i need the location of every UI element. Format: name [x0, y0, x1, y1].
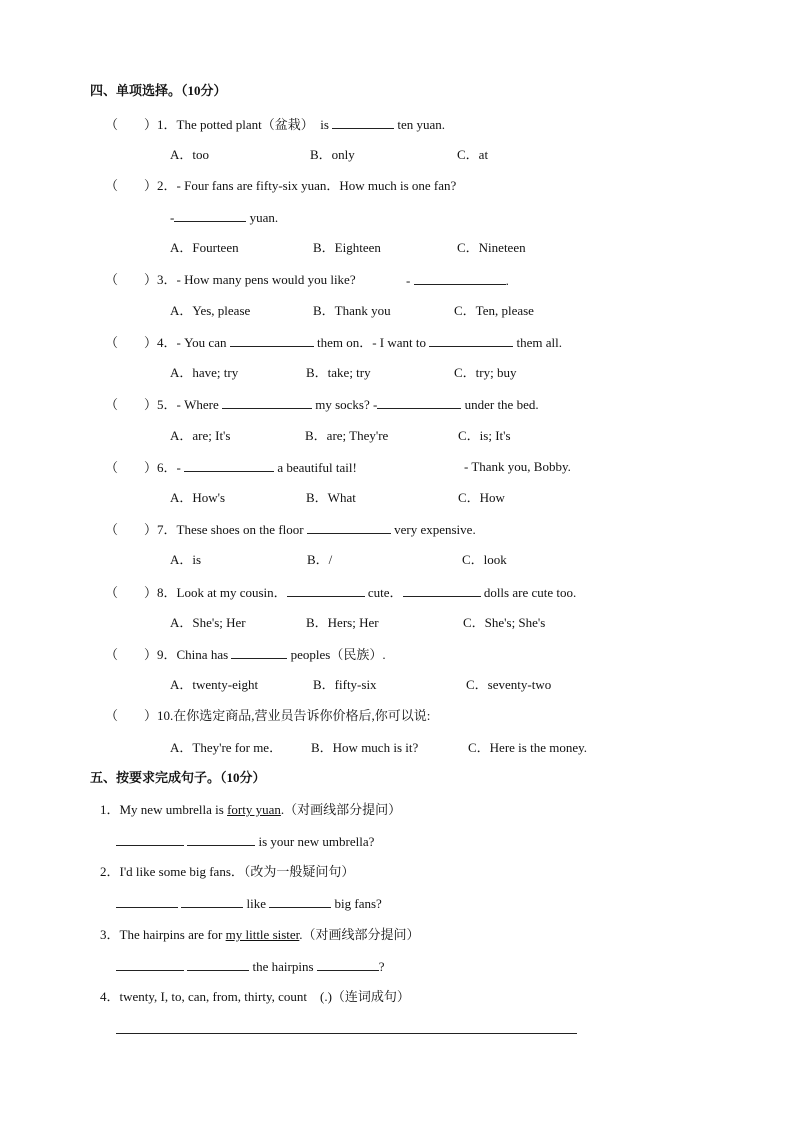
fill-blank[interactable] — [231, 646, 287, 659]
answer-mid: the hairpins — [249, 959, 317, 974]
question-10 — [105, 708, 430, 724]
option-c[interactable]: C．at — [457, 147, 489, 162]
answer-paren[interactable]: （ ） — [105, 117, 158, 132]
answer-mid: like — [243, 896, 270, 911]
answer-suffix: is your new umbrella? — [255, 834, 375, 849]
option-a[interactable]: A．are; It's — [170, 428, 231, 443]
answer-paren[interactable]: （ ） — [105, 272, 158, 287]
dash: - — [170, 210, 175, 225]
option-c[interactable]: C．She's; She's — [463, 615, 546, 630]
question-stem-end: ten yuan. — [394, 117, 446, 132]
section-5-title: 五、按要求完成句子。（10分） — [90, 770, 266, 785]
fill-blank[interactable] — [116, 833, 184, 846]
question-2 — [105, 178, 456, 194]
question-3 — [105, 272, 356, 288]
fill-blank[interactable] — [287, 584, 365, 597]
question-stem-end: very expensive. — [390, 522, 476, 537]
fill-blank[interactable] — [403, 584, 481, 597]
option-c[interactable]: C．try; buy — [454, 365, 517, 380]
underlined-phrase: my little sister — [225, 927, 300, 942]
option-c[interactable]: C．Here is the money. — [468, 740, 588, 755]
question-stem: 3．- How many pens would you like? — [157, 272, 356, 287]
question-2-answer-line — [170, 209, 278, 226]
fill-blank[interactable] — [187, 833, 255, 846]
option-a[interactable]: A．She's; Her — [170, 615, 246, 630]
question-7 — [105, 521, 476, 538]
question-stem: 10.在你选定商品,营业员告诉你价格后,你可以说: — [157, 708, 431, 723]
rewrite-item-1 — [100, 802, 401, 818]
question-stem-end: dolls are cute too. — [480, 585, 577, 600]
option-b[interactable]: B．What — [306, 490, 356, 505]
option-b[interactable]: B．take; try — [306, 365, 371, 380]
fill-blank[interactable] — [230, 334, 314, 347]
option-b[interactable]: B．Eighteen — [313, 240, 381, 255]
fill-blank[interactable] — [181, 895, 243, 908]
rewrite-item-4: 4．twenty, I, to, can, from, thirty, count (.)（连词成句） — [100, 989, 410, 1004]
section-4-title: 四、单项选择。（10分） — [90, 83, 227, 98]
question-stem: 6．- — [157, 460, 185, 475]
fill-blank[interactable] — [116, 958, 184, 971]
question-stem: 8．Look at my cousin． — [157, 585, 287, 600]
rewrite-item-1-answer — [116, 833, 374, 850]
answer-line[interactable] — [116, 1033, 577, 1034]
answer-paren[interactable]: （ ） — [105, 708, 158, 723]
option-c[interactable]: C．How — [458, 490, 505, 505]
option-b[interactable]: B．/ — [307, 552, 333, 567]
item-prefix: 3．The hairpins are for — [100, 927, 226, 942]
fill-blank[interactable] — [317, 958, 379, 971]
fill-blank[interactable] — [429, 334, 513, 347]
option-b[interactable]: B．only — [310, 147, 355, 162]
option-c[interactable]: C．seventy-two — [466, 677, 552, 692]
question-stem-end: them all. — [513, 335, 563, 350]
option-b[interactable]: B．How much is it? — [311, 740, 419, 755]
question-stem: 1．The potted plant（盆栽） is — [157, 117, 333, 132]
option-b[interactable]: B．are; They're — [305, 428, 389, 443]
fill-blank[interactable] — [116, 895, 178, 908]
period: . — [505, 273, 509, 288]
rewrite-item-3 — [100, 927, 420, 943]
fill-blank[interactable] — [307, 521, 391, 534]
option-c[interactable]: C．look — [462, 552, 507, 567]
answer-suffix: ? — [378, 959, 385, 974]
rewrite-item-3-answer — [116, 958, 385, 975]
option-a[interactable]: A．How's — [170, 490, 226, 505]
rewrite-item-2: 2．I'd like some big fans．（改为一般疑问句） — [100, 864, 355, 879]
fill-blank[interactable] — [414, 272, 506, 285]
question-stem: 7．These shoes on the floor — [157, 522, 307, 537]
option-a[interactable]: A．Fourteen — [170, 240, 239, 255]
option-a[interactable]: A．too — [170, 147, 210, 162]
question-4 — [105, 334, 562, 351]
answer-paren[interactable]: （ ） — [105, 460, 158, 475]
underlined-phrase: forty yuan — [227, 802, 281, 817]
question-stem-end: a beautiful tail! — [274, 460, 357, 475]
question-stem-end: under the bed. — [461, 397, 539, 412]
answer-paren[interactable]: （ ） — [105, 397, 158, 412]
question-9 — [105, 646, 386, 663]
question-6-response: - Thank you, Bobby. — [464, 459, 571, 474]
rewrite-item-2-answer — [116, 895, 382, 912]
question-stem-end: peoples（民族）. — [287, 647, 386, 662]
option-b[interactable]: B．Hers; Her — [306, 615, 379, 630]
fill-blank[interactable] — [377, 396, 461, 409]
option-c[interactable]: C．is; It's — [458, 428, 511, 443]
fill-blank[interactable] — [222, 396, 312, 409]
answer-paren[interactable]: （ ） — [105, 178, 158, 193]
option-c[interactable]: C．Ten, please — [454, 303, 534, 318]
question-stem-mid: them on．- I want to — [313, 335, 430, 350]
question-3-response — [406, 272, 509, 289]
answer-suffix: yuan. — [246, 210, 279, 225]
question-stem: 9．China has — [157, 647, 232, 662]
answer-suffix: big fans? — [331, 896, 382, 911]
option-a[interactable]: A．have; try — [170, 365, 239, 380]
question-1 — [105, 116, 445, 133]
fill-blank[interactable] — [269, 895, 331, 908]
answer-paren[interactable]: （ ） — [105, 522, 158, 537]
item-prefix: 1．My new umbrella is — [100, 802, 228, 817]
fill-blank[interactable] — [174, 209, 246, 222]
option-a[interactable]: A．They're for me． — [170, 740, 283, 755]
question-5 — [105, 396, 539, 413]
answer-paren[interactable]: （ ） — [105, 335, 158, 350]
fill-blank[interactable] — [187, 958, 249, 971]
answer-paren[interactable]: （ ） — [105, 585, 158, 600]
fill-blank[interactable] — [332, 116, 394, 129]
option-a[interactable]: A．Yes, please — [170, 303, 251, 318]
dash: - — [406, 273, 414, 288]
option-c[interactable]: C．Nineteen — [457, 240, 526, 255]
option-a[interactable]: A．twenty-eight — [170, 677, 259, 692]
fill-blank[interactable] — [184, 459, 274, 472]
question-8 — [105, 584, 576, 601]
option-b[interactable]: B．fifty-six — [313, 677, 377, 692]
question-stem-mid: my socks? - — [311, 397, 378, 412]
question-stem: 5．- Where — [157, 397, 222, 412]
option-b[interactable]: B．Thank you — [313, 303, 391, 318]
item-instruction: .（对画线部分提问） — [299, 927, 420, 942]
question-stem: 2．- Four fans are fifty-six yuan．How much is one fan? — [157, 178, 457, 193]
option-a[interactable]: A．is — [170, 552, 202, 567]
question-stem: 4．- You can — [157, 335, 230, 350]
question-stem-mid: cute． — [364, 585, 403, 600]
question-6 — [105, 459, 357, 476]
item-instruction: .（对画线部分提问） — [280, 802, 402, 817]
answer-paren[interactable]: （ ） — [105, 647, 158, 662]
